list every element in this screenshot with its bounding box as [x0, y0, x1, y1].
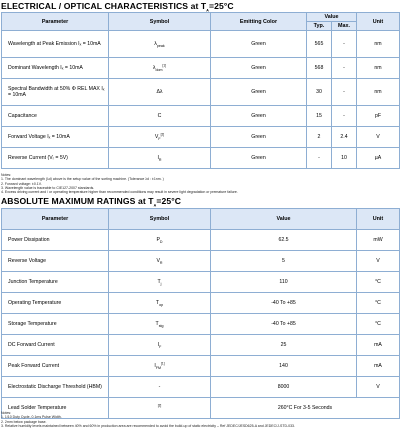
symbol-cell: $I_{FM}[1]$ [109, 356, 211, 377]
param-cell: Power Dissipation [2, 230, 109, 251]
param-cell: Storage Temperature [2, 314, 109, 335]
optical-header-row [2, 13, 400, 22]
table-row [2, 293, 400, 314]
value-cell: 110 [211, 272, 357, 293]
unit-cell: µA [357, 148, 400, 169]
param-cell: Operating Temperature [2, 293, 109, 314]
max-value-cell: - [332, 31, 357, 58]
symbol-cell: - [109, 377, 211, 398]
symbol-cell: $I_F$ [109, 335, 211, 356]
max-value-cell: - [332, 79, 357, 106]
symbol-cell: $T_j$ [109, 272, 211, 293]
note-line: 4. Excess driving current and / or operating temperature higher than recommended conditions may result in severe light degradation or premature failure. [1, 190, 238, 195]
symbol-cell: C [109, 106, 211, 127]
symbol-cell: $T_{stg}$ [109, 314, 211, 335]
table-row [2, 335, 400, 356]
symbol-cell: $P_D$ [109, 230, 211, 251]
optical-section-title: ELECTRICAL / OPTICAL CHARACTERISTICS at $T_A=25^\circ C$ [1, 1, 234, 13]
value-cell: -40 To +85 [211, 293, 357, 314]
table-row [2, 148, 400, 169]
unit-cell: V [357, 377, 400, 398]
table-row [2, 79, 400, 106]
emitting-color-cell: Green [211, 79, 307, 106]
value-cell: 260°C For 3-5 Seconds [211, 398, 400, 419]
absolute-notes [1, 411, 399, 428]
note-line: 1. The dominant wavelength (λd) above is the setup value of the sorting machine. (Tolerance λd : ±1nm. ) [1, 177, 164, 182]
unit-cell: mA [357, 356, 400, 377]
param-cell: Electrostatic Discharge Threshold (HBM) [2, 377, 109, 398]
emitting-color-cell: Green [211, 148, 307, 169]
col-header-unit: Unit [357, 209, 400, 230]
param-cell: Lead Solder Temperature [2, 398, 109, 419]
value-cell: 62.5 [211, 230, 357, 251]
param-cell: Spectral Bandwidth at 50% Φ REL MAX Iₓ = 10mA [2, 79, 109, 106]
max-value-cell: - [332, 106, 357, 127]
absolute-section-title: ABSOLUTE MAXIMUM RATINGS at $T_A=25^\circ C$ [1, 196, 182, 208]
note-line: 2. 2mm below package base. [1, 419, 47, 424]
max-value-cell: 2.4 [332, 127, 357, 148]
emitting-color-cell: Green [211, 127, 307, 148]
typ-value-cell: 568 [307, 58, 332, 79]
symbol-cell: $T_{op}$ [109, 293, 211, 314]
value-cell: 25 [211, 335, 357, 356]
symbol-cell: $I_R$ [109, 148, 211, 169]
unit-cell: nm [357, 31, 400, 58]
note-line: Notes: [1, 411, 12, 415]
max-value-cell: - [332, 58, 357, 79]
table-row [2, 314, 400, 335]
table-row [2, 58, 400, 79]
param-cell: Dominant Wavelength Iₓ = 10mA [2, 58, 109, 79]
table-row [2, 106, 400, 127]
col-header-value: Value [211, 209, 357, 230]
absolute-header-row [2, 209, 400, 230]
absolute-maximum-ratings-table [1, 208, 400, 419]
param-cell: DC Forward Current [2, 335, 109, 356]
table-row [2, 31, 400, 58]
emitting-color-cell: Green [211, 31, 307, 58]
optical-notes [1, 173, 399, 194]
param-cell: Reverse Voltage [2, 251, 109, 272]
note-line: 2. Forward voltage: ±0.1V. [1, 181, 42, 186]
typ-value-cell: 565 [307, 31, 332, 58]
unit-cell: mW [357, 230, 400, 251]
table-row [2, 272, 400, 293]
symbol-cell: [2] [109, 398, 211, 419]
symbol-cell: $\lambda_{dom}[1]$ [109, 58, 211, 79]
typ-value-cell: 15 [307, 106, 332, 127]
col-header-symbol: Symbol [109, 209, 211, 230]
table-row [2, 230, 400, 251]
unit-cell: nm [357, 58, 400, 79]
note-line: Notes: [1, 173, 12, 177]
col-header-value: Value [307, 13, 357, 22]
param-cell: Forward Voltage Iₓ = 10mA [2, 127, 109, 148]
table-row [2, 356, 400, 377]
col-header-unit: Unit [357, 13, 400, 31]
unit-cell: nm [357, 79, 400, 106]
value-cell: 8000 [211, 377, 357, 398]
unit-cell: pF [357, 106, 400, 127]
emitting-color-cell: Green [211, 58, 307, 79]
unit-cell: V [357, 127, 400, 148]
value-cell: 5 [211, 251, 357, 272]
symbol-cell: $\lambda_{peak}$ [109, 31, 211, 58]
typ-value-cell: 30 [307, 79, 332, 106]
col-header-max: Max. [332, 22, 357, 31]
unit-cell: °C [357, 314, 400, 335]
unit-cell: °C [357, 272, 400, 293]
symbol-cell: $V_F[2]$ [109, 127, 211, 148]
symbol-cell: Δλ [109, 79, 211, 106]
typ-value-cell: - [307, 148, 332, 169]
max-value-cell: 10 [332, 148, 357, 169]
value-cell: 140 [211, 356, 357, 377]
table-row [2, 251, 400, 272]
unit-cell: mA [357, 335, 400, 356]
typ-value-cell: 2 [307, 127, 332, 148]
param-cell: Junction Temperature [2, 272, 109, 293]
param-cell: Peak Forward Current [2, 356, 109, 377]
value-cell: -40 To +85 [211, 314, 357, 335]
unit-cell: °C [357, 293, 400, 314]
note-line: 3. Relative humidity levels maintained between 40% and 60% in production area are recommended to avoid the build-up of static electricity – Ref JEDEC/JESD625-A and JEDEC/J-STD-033. [1, 423, 295, 428]
note-line: 1. 1/10 Duty Cycle, 0.1ms Pulse Width. [1, 415, 62, 420]
col-header-typ: Typ. [307, 22, 332, 31]
emitting-color-cell: Green [211, 106, 307, 127]
param-cell: Reverse Current (Vᵣ = 5V) [2, 148, 109, 169]
param-cell: Wavelength at Peak Emission Iₓ = 10mA [2, 31, 109, 58]
col-header-symbol: Symbol [109, 13, 211, 31]
param-cell: Capacitance [2, 106, 109, 127]
optical-characteristics-table [1, 12, 400, 169]
col-header-parameter: Parameter [2, 13, 109, 31]
symbol-cell: $V_R$ [109, 251, 211, 272]
table-row [2, 127, 400, 148]
note-line: 3. Wavelength value is traceable to CIE127-2007 standards. [1, 185, 95, 190]
unit-cell: V [357, 251, 400, 272]
col-header-emitting-color: Emitting Color [211, 13, 307, 31]
col-header-parameter: Parameter [2, 209, 109, 230]
table-row [2, 377, 400, 398]
